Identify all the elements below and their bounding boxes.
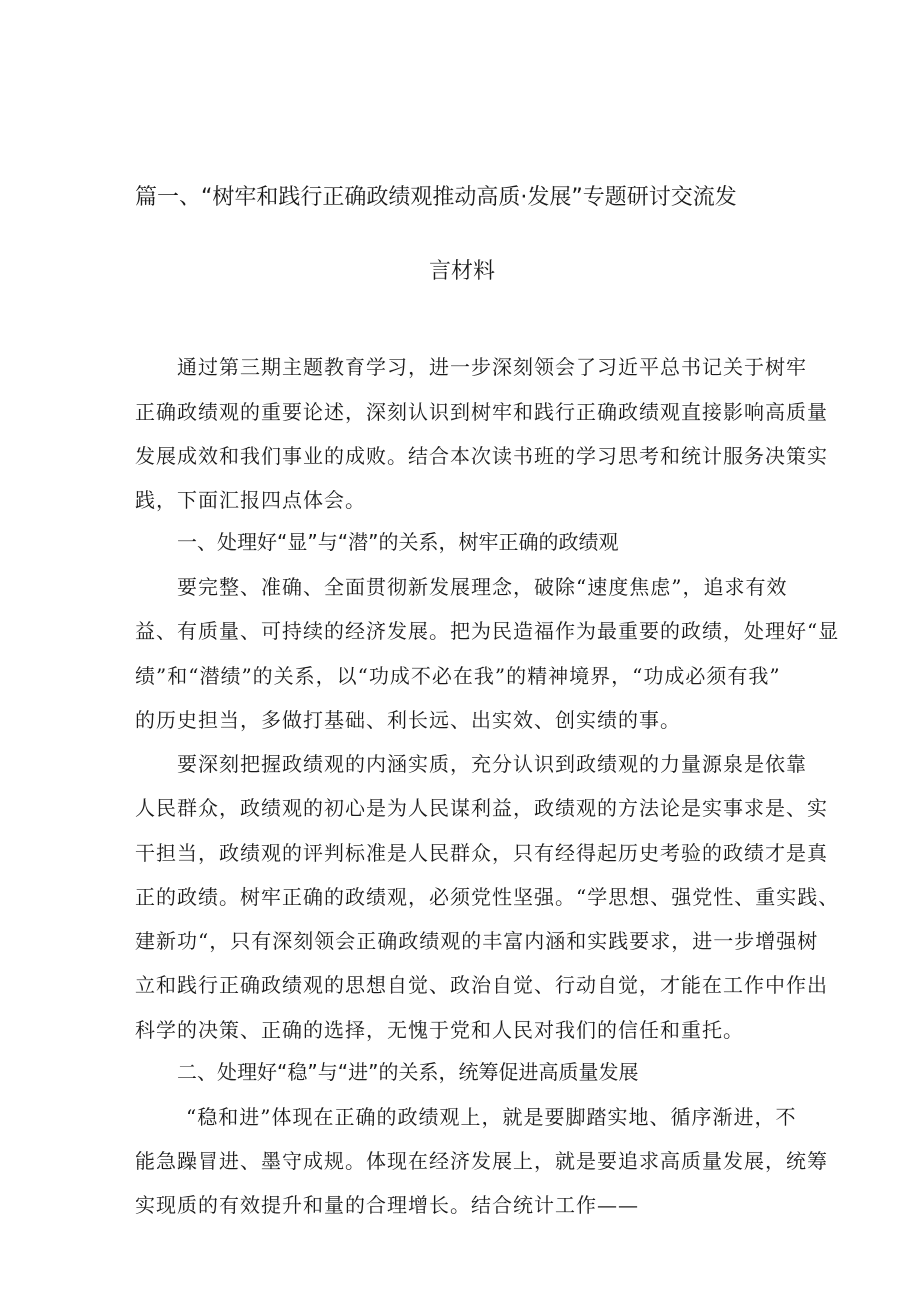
intro-line-1: 通过第三期主题教育学习，进一步深刻领会了习近平总书记关于树牢 xyxy=(177,355,807,379)
s2-p1-line-2: 能急躁冒进、墨守成规。体现在经济发展上，就是要追求高质量发展，统筹 xyxy=(135,1149,828,1173)
s1-p2-line-5: 建新功“，只有深刻领会正确政绩观的丰富内涵和实践要求，进一步增强树 xyxy=(135,929,819,953)
s1-p1-line-3: 绩”和“潜绩”的关系，以“功成不必在我”的精神境界，“功成必须有我” xyxy=(135,664,781,688)
document-title-line-1: 篇一、“树牢和践行正确政绩观推动高质·发展”专题研讨交流发 xyxy=(135,185,737,210)
intro-line-4: 践，下面汇报四点体会。 xyxy=(135,488,366,512)
s1-p1-line-4: 的历史担当，多做打基础、利长远、出实效、创实绩的事。 xyxy=(135,708,681,732)
s2-p1-line-3: 实现质的有效提升和量的合理增长。结合统计工作—— xyxy=(135,1193,639,1217)
intro-line-2: 正确政绩观的重要论述，深刻认识到树牢和践行正确政绩观直接影响高质量 xyxy=(135,400,828,424)
document-title-line-2: 言材料 xyxy=(429,259,496,284)
s1-p2-line-6: 立和践行正确政绩观的思想自觉、政治自觉、行动自觉，才能在工作中作出 xyxy=(135,973,828,997)
s1-p2-line-4: 正的政绩。树牢正确的政绩观，必须党性坚强。“学思想、强党性、重实践、 xyxy=(135,885,840,909)
s1-p2-line-7: 科学的决策、正确的选择，无愧于党和人民对我们的信任和重托。 xyxy=(135,1018,744,1042)
s1-p2-line-2: 人民群众，政绩观的初心是为人民谋利益，政绩观的方法论是实事求是、实 xyxy=(135,796,828,820)
section-1-heading: 一、处理好“显”与“潜”的关系，树牢正确的政绩观 xyxy=(177,530,619,554)
intro-line-3: 发展成效和我们事业的成败。结合本次读书班的学习思考和统计服务决策实 xyxy=(135,444,828,468)
s1-p1-line-2: 益、有质量、可持续的经济发展。把为民造福作为最重要的政绩，处理好“显 xyxy=(135,619,840,643)
s1-p2-line-1: 要深刻把握政绩观的内涵实质，充分认识到政绩观的力量源泉是依靠 xyxy=(177,752,807,776)
section-2-heading: 二、处理好“稳”与“进”的关系，统筹促进高质量发展 xyxy=(177,1060,639,1084)
s2-p1-line-1: “稳和进”体现在正确的政绩观上，就是要脚踏实地、循序渐进，不 xyxy=(186,1105,797,1129)
s1-p2-line-3: 干担当，政绩观的评判标准是人民群众，只有经得起历史考验的政绩才是真 xyxy=(135,841,828,865)
s1-p1-line-1: 要完整、准确、全面贯彻新发展理念，破除“速度焦虑”，追求有效 xyxy=(177,575,788,599)
